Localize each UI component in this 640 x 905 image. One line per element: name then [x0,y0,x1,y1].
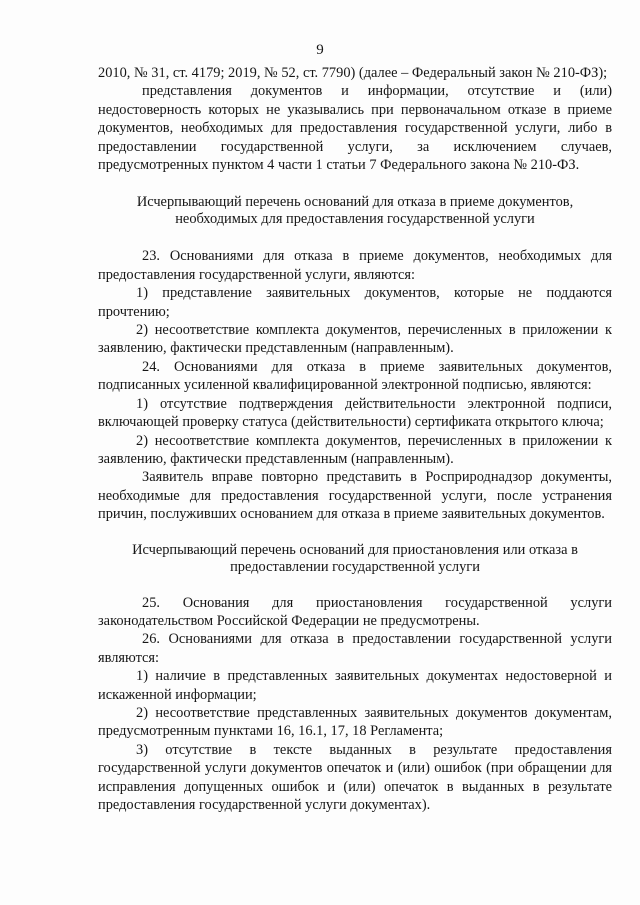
paragraph-item-24-2: 2) несоответствие комплекта документов, перечисленных в приложении к заявлению, фактически представленным (направленным). [98,432,612,467]
paragraph-law-reference: 2010, № 31, ст. 4179; 2019, № 52, ст. 7790) (далее – Федеральный закон № 210-ФЗ); [98,65,608,81]
paragraph-item-24: 24. Основаниями для отказа в приеме заявительных документов, подписанных усиленной квалифицированной электронной подписью, являются: [98,358,612,394]
paragraph-item-23-1: 1) представление заявительных документов, которые не поддаются прочтению; [98,285,612,320]
paragraph-item-24-1: 1) отсутствие подтверждения действительности электронной подписи, включающей проверку статуса (действительности) сертификата открытого ключа; [98,395,612,431]
paragraph-documents-info: представления документов и информации, отсутствие и (или) недостоверность которых не указывались при первоначальном отказе в приеме документов, необходимых для предоставления государственной услуги, либо в предоставлении государственной услуги, за исключением случаев, предусмотренных пунктом 4 части 1 статьи 7 Федерального закона № 210-ФЗ. [98,83,612,174]
paragraph-item-26: 26. Основаниями для отказа в предоставлении государственной услуги являются: [98,631,612,666]
paragraph-item-23: 23. Основаниями для отказа в приеме документов, необходимых для предоставления государственной услуги, являются: [98,248,612,283]
paragraph-item-26-1: 1) наличие в представленных заявительных документах недостоверной и искаженной информации; [98,668,612,703]
section-heading-refusal-acceptance: Исчерпывающий перечень оснований для отказа в приеме документов, необходимых для предоставления государственной услуги [136,194,574,228]
paragraph-item-26-3: 3) отсутствие в тексте выданных в результате предоставления государственной услуги документов опечаток и (или) ошибок (при обращении для исправления допущенных ошибок и (или) опечаток в выданных в результате предоставления государственной услуги документах). [98,741,612,813]
section-heading-suspension-refusal: Исчерпывающий перечень оснований для приостановления или отказа в предоставлении государственной услуги [132,541,578,575]
page-number: 9 [316,42,324,58]
document-body [98,64,612,814]
paragraph-item-25: 25. Основания для приостановления государственной услуги законодательством Российской Федерации не предусмотрены. [98,594,612,629]
paragraph-resubmission: Заявитель вправе повторно представить в Росприроднадзор документы, необходимые для предоставления государственной услуги, после устранения причин, послуживших основанием для отказа в приеме заявительных документов. [98,469,612,523]
paragraph-item-23-2: 2) несоответствие комплекта документов, перечисленных в приложении к заявлению, фактически представленным (направленным). [98,322,612,357]
paragraph-item-26-2: 2) несоответствие представленных заявительных документов документам, предусмотренным пунктами 16, 16.1, 17, 18 Регламента; [98,704,612,740]
